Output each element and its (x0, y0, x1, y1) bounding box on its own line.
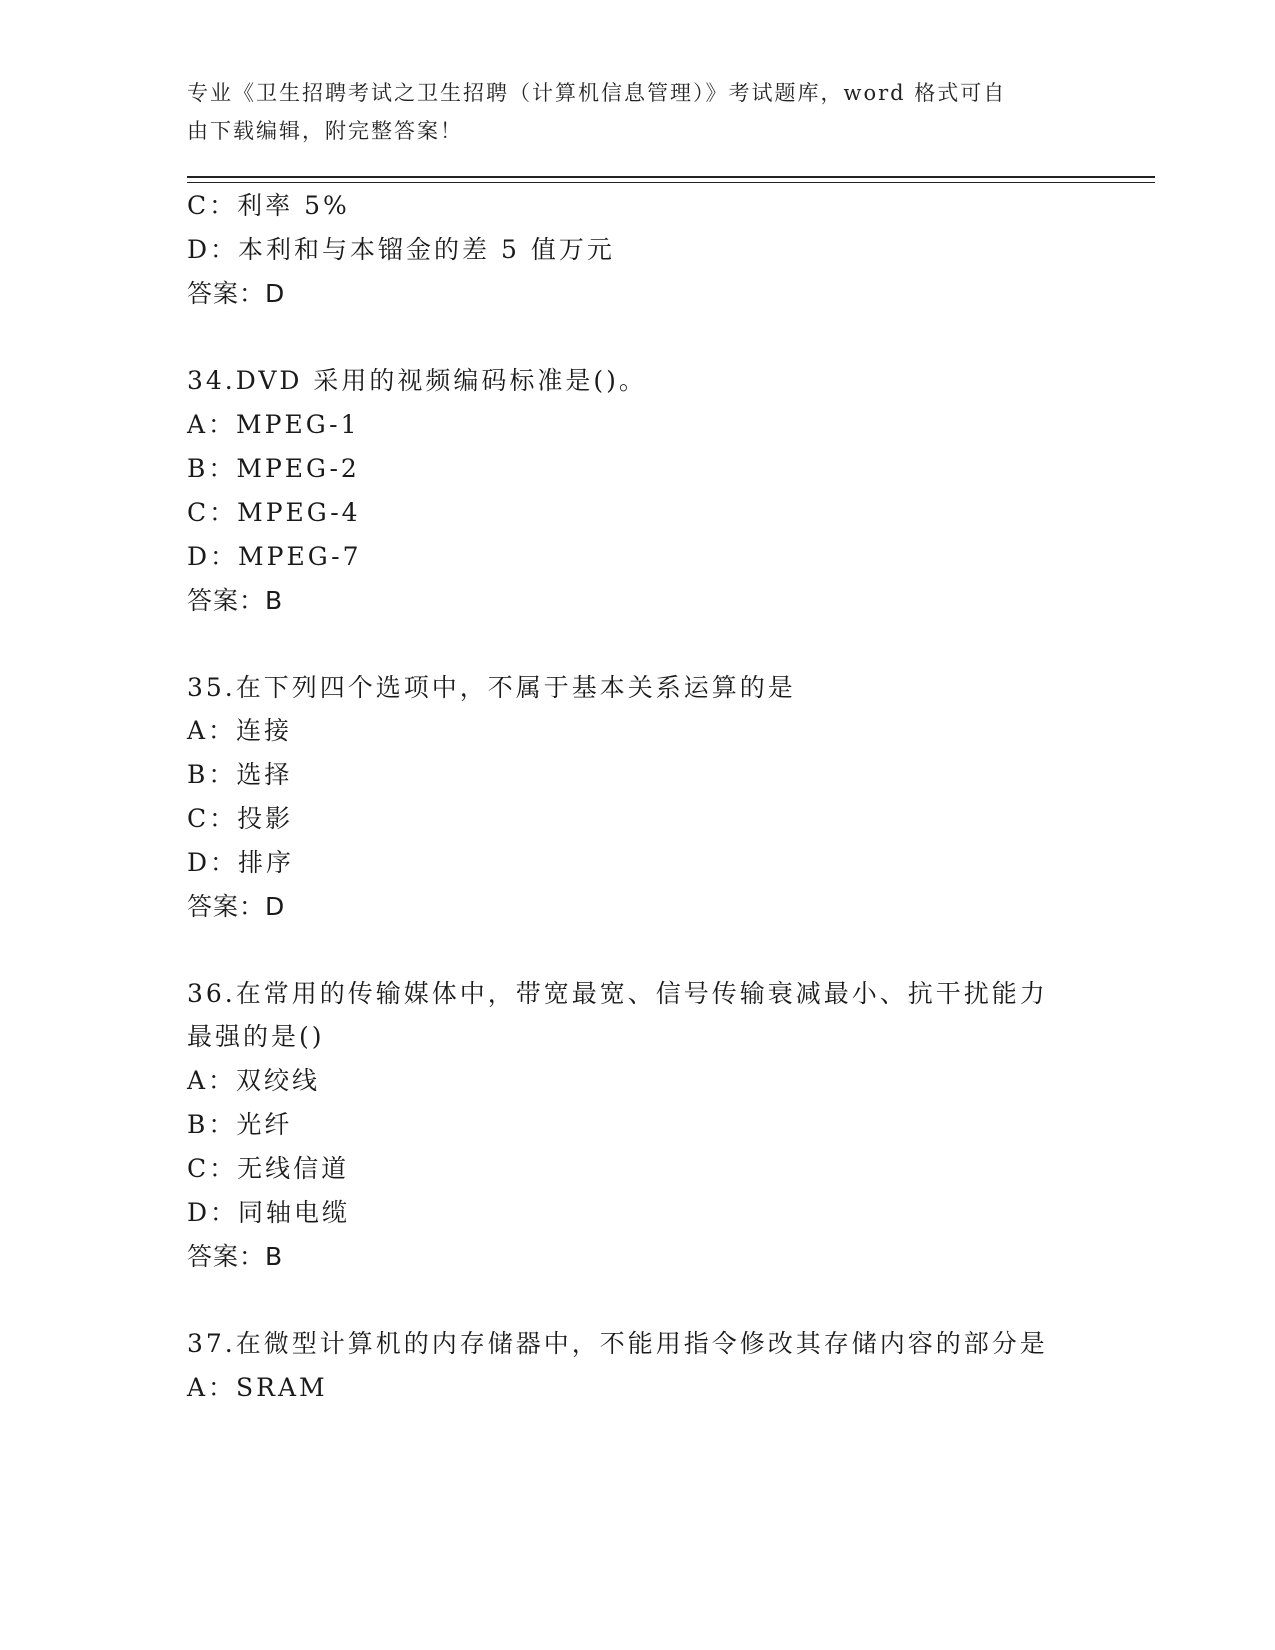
q33-answer: 答案：D (187, 279, 286, 308)
q36-answer: 答案：B (187, 1242, 284, 1271)
q36-option-b: B：光纤 (187, 1110, 293, 1139)
header-line-2: 由下载编辑，附完整答案！ (187, 119, 463, 143)
q37-stem: 37.在微型计算机的内存储器中，不能用指令修改其存储内容的部分是 (187, 1329, 1048, 1358)
q36-option-d: D：同轴电缆 (187, 1198, 351, 1227)
q34-option-a: A：MPEG-1 (187, 410, 360, 439)
document-header (187, 74, 1067, 150)
q36-stem-line-2: 最强的是() (187, 1022, 325, 1051)
q34-answer: 答案：B (187, 586, 284, 615)
q33-option-d: D：本利和与本镏金的差 5 值万元 (187, 235, 615, 264)
q35-answer: 答案：D (187, 892, 286, 921)
q36-option-c: C：无线信道 (187, 1154, 350, 1183)
header-divider-thick (187, 176, 1155, 178)
header-line-1: 专业《卫生招聘考试之卫生招聘（计算机信息管理）》考试题库，word 格式可自 (187, 81, 1007, 105)
q33-option-c: C：利率 5% (187, 191, 350, 220)
q35-option-c: C：投影 (187, 804, 294, 833)
q34-option-b: B：MPEG-2 (187, 454, 360, 483)
q35-option-d: D：排序 (187, 848, 295, 877)
q35-option-b: B：选择 (187, 760, 293, 789)
q36-stem-line-1: 36.在常用的传输媒体中，带宽最宽、信号传输衰减最小、抗干扰能力 (187, 979, 1048, 1008)
q35-stem: 35.在下列四个选项中，不属于基本关系运算的是 (187, 673, 796, 702)
q37-option-a: A：SRAM (187, 1373, 328, 1402)
q34-stem: 34.DVD 采用的视频编码标准是()。 (187, 366, 647, 395)
q36-option-a: A：双绞线 (187, 1066, 321, 1095)
q34-option-d: D：MPEG-7 (187, 542, 362, 571)
q34-option-c: C：MPEG-4 (187, 498, 361, 527)
q35-option-a: A：连接 (187, 716, 293, 745)
header-divider-thin (187, 182, 1155, 183)
